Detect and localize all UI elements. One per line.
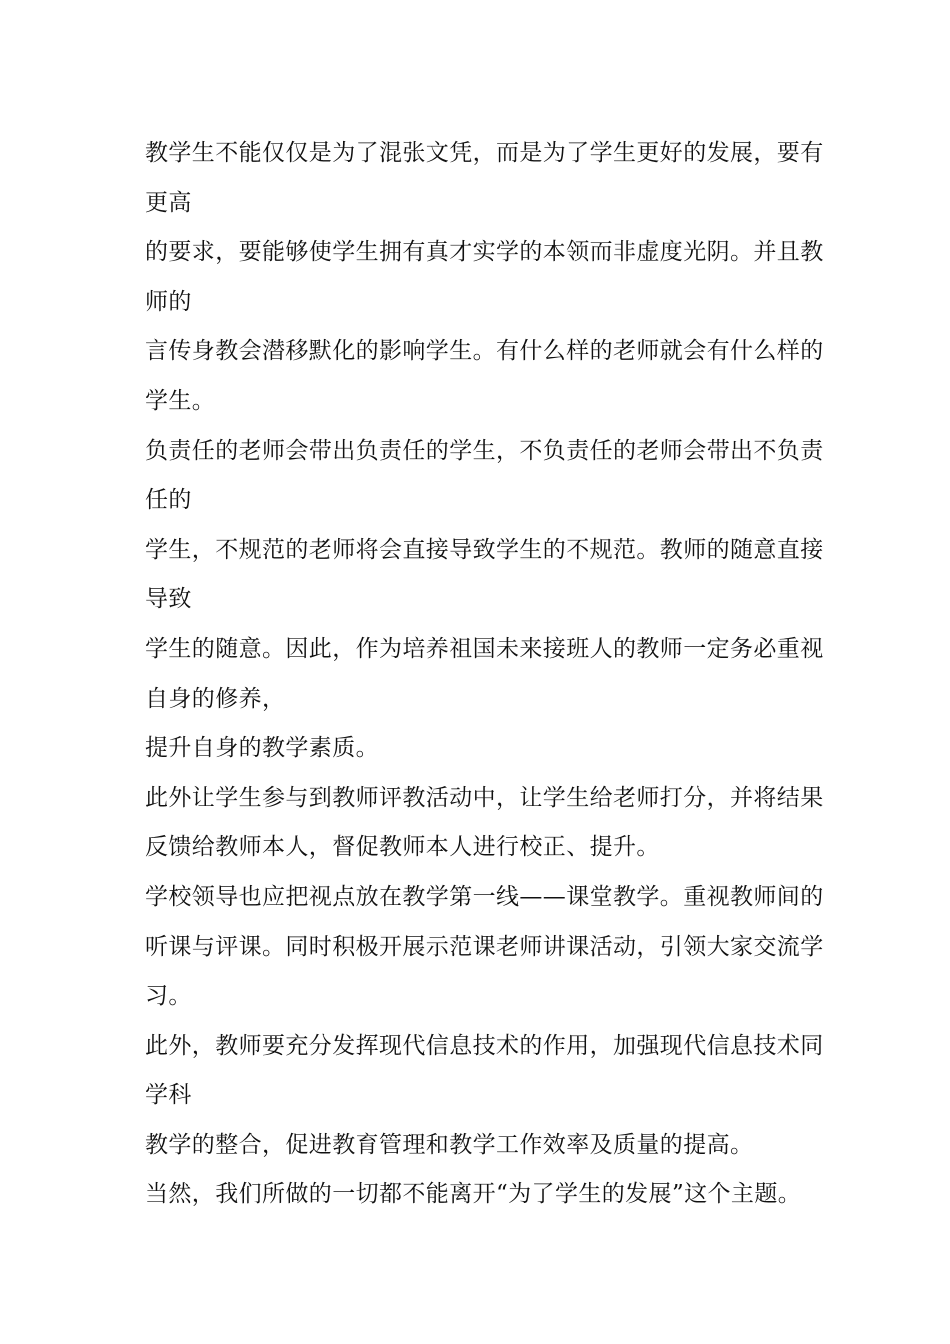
text-line: 提升自身的教学素质。 (145, 735, 379, 762)
text-line: 当然，我们所做的一切都不能离开“为了学生的发展”这个主题。 (145, 1181, 802, 1208)
text-line: 学生。 (145, 387, 216, 414)
text-line: 学生的随意。因此，作为培养祖国未来接班人的教师一定务必重视 (145, 635, 824, 662)
body-text (145, 129, 825, 1220)
text-line: 听课与评课。同时积极开展示范课老师讲课活动，引领大家交流学 (145, 933, 824, 960)
text-line: 此外让学生参与到教师评教活动中，让学生给老师打分，并将结果 (145, 784, 824, 811)
text-line: 导致 (145, 586, 192, 613)
text-line: 师的 (145, 288, 192, 315)
text-line: 教学的整合，促进教育管理和教学工作效率及质量的提高。 (145, 1131, 754, 1158)
text-line: 言传身教会潜移默化的影响学生。有什么样的老师就会有什么样的 (145, 338, 824, 365)
text-line: 任的 (145, 487, 192, 514)
text-line: 教学生不能仅仅是为了混张文凭，而是为了学生更好的发展，要有 (145, 140, 824, 166)
text-line: 学生，不规范的老师将会直接导致学生的不规范。教师的随意直接 (145, 536, 824, 563)
text-line: 的要求，要能够使学生拥有真才实学的本领而非虚度光阴。并且教 (145, 239, 824, 266)
text-line: 此外，教师要充分发挥现代信息技术的作用，加强现代信息技术同 (145, 1032, 824, 1059)
text-line: 习。 (145, 983, 192, 1010)
text-line: 学校领导也应把视点放在教学第一线——课堂教学。重视教师间的 (145, 883, 824, 910)
text-line: 学科 (145, 1082, 192, 1109)
text-line: 负责任的老师会带出负责任的学生，不负责任的老师会带出不负责 (145, 437, 824, 464)
text-line: 更高 (145, 189, 192, 216)
text-line: 反馈给教师本人，督促教师本人进行校正、提升。 (145, 834, 660, 861)
text-line: 自身的修养， (145, 685, 286, 712)
